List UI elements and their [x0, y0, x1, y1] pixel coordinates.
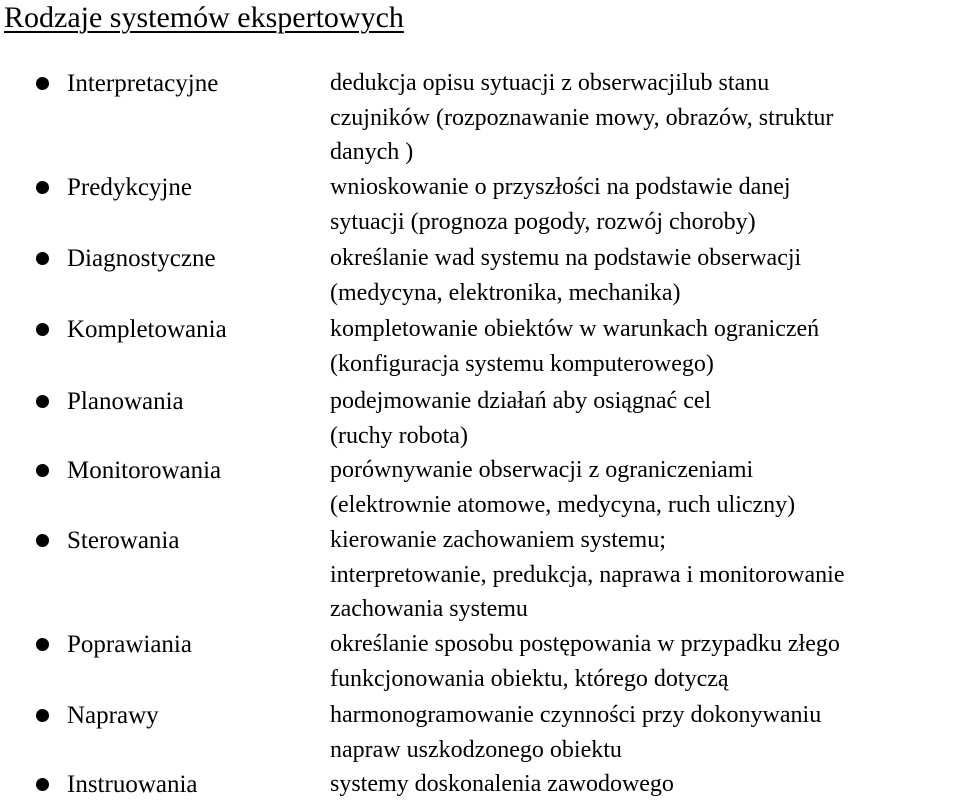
- system-type-description-line: (ruchy robota): [330, 422, 468, 449]
- system-type-term: Predykcyjne: [67, 174, 192, 201]
- bullet-icon: [36, 395, 49, 408]
- system-type-description-line: napraw uszkodzonego obiektu: [330, 736, 622, 763]
- bullet-icon: [36, 323, 49, 336]
- bullet-icon: [36, 709, 49, 722]
- system-type-description-line: (medycyna, elektronika, mechanika): [330, 279, 681, 306]
- system-type-description-line: zachowania systemu: [330, 596, 528, 622]
- system-type-description-line: wnioskowanie o przyszłości na podstawie danej: [330, 174, 791, 200]
- system-type-description-line: systemy doskonalenia zawodowego: [330, 771, 674, 797]
- system-type-term: Naprawy: [67, 702, 159, 729]
- system-type-description-line: sytuacji (prognoza pogody, rozwój choroby): [330, 208, 756, 235]
- system-type-term: Poprawiania: [67, 631, 192, 658]
- bullet-icon: [36, 534, 49, 547]
- system-type-term: Diagnostyczne: [67, 245, 216, 272]
- system-type-term: Monitorowania: [67, 457, 222, 484]
- system-type-description-line: określanie sposobu postępowania w przypadku złego: [330, 631, 840, 657]
- bullet-icon: [36, 464, 49, 477]
- system-type-description-line: danych ): [330, 139, 414, 165]
- system-type-description-line: porównywanie obserwacji z ograniczeniami: [330, 457, 754, 483]
- system-type-description-line: określanie wad systemu na podstawie obserwacji: [330, 245, 802, 271]
- bullet-icon: [36, 181, 49, 194]
- system-type-description-line: czujników (rozpoznawanie mowy, obrazów, struktur: [330, 104, 834, 131]
- bullet-icon: [36, 778, 49, 791]
- system-type-description-line: podejmowanie działań aby osiągnać cel: [330, 388, 712, 414]
- system-type-description-line: funkcjonowania obiektu, którego dotyczą: [330, 665, 729, 692]
- system-type-term: Interpretacyjne: [67, 70, 219, 97]
- system-type-description-line: (konfiguracja systemu komputerowego): [330, 350, 714, 377]
- system-type-term: Kompletowania: [67, 316, 227, 343]
- system-type-term: Planowania: [67, 388, 184, 415]
- system-type-description-line: kompletowanie obiektów w warunkach ograniczeń: [330, 316, 820, 342]
- system-type-description-line: interpretowanie, predukcja, naprawa i monitorowanie: [330, 561, 845, 588]
- system-type-description-line: kierowanie zachowaniem systemu;: [330, 527, 666, 553]
- system-type-description-line: dedukcja opisu sytuacji z obserwacjilub stanu: [330, 70, 770, 96]
- system-type-description-line: (elektrownie atomowe, medycyna, ruch uliczny): [330, 491, 796, 518]
- system-type-description-line: harmonogramowanie czynności przy dokonywaniu: [330, 702, 822, 728]
- bullet-icon: [36, 252, 49, 265]
- bullet-icon: [36, 77, 49, 90]
- bullet-icon: [36, 638, 49, 651]
- system-type-term: Sterowania: [67, 527, 180, 554]
- system-type-term: Instruowania: [67, 771, 198, 798]
- slide-title: Rodzaje systemów ekspertowych: [4, 1, 404, 34]
